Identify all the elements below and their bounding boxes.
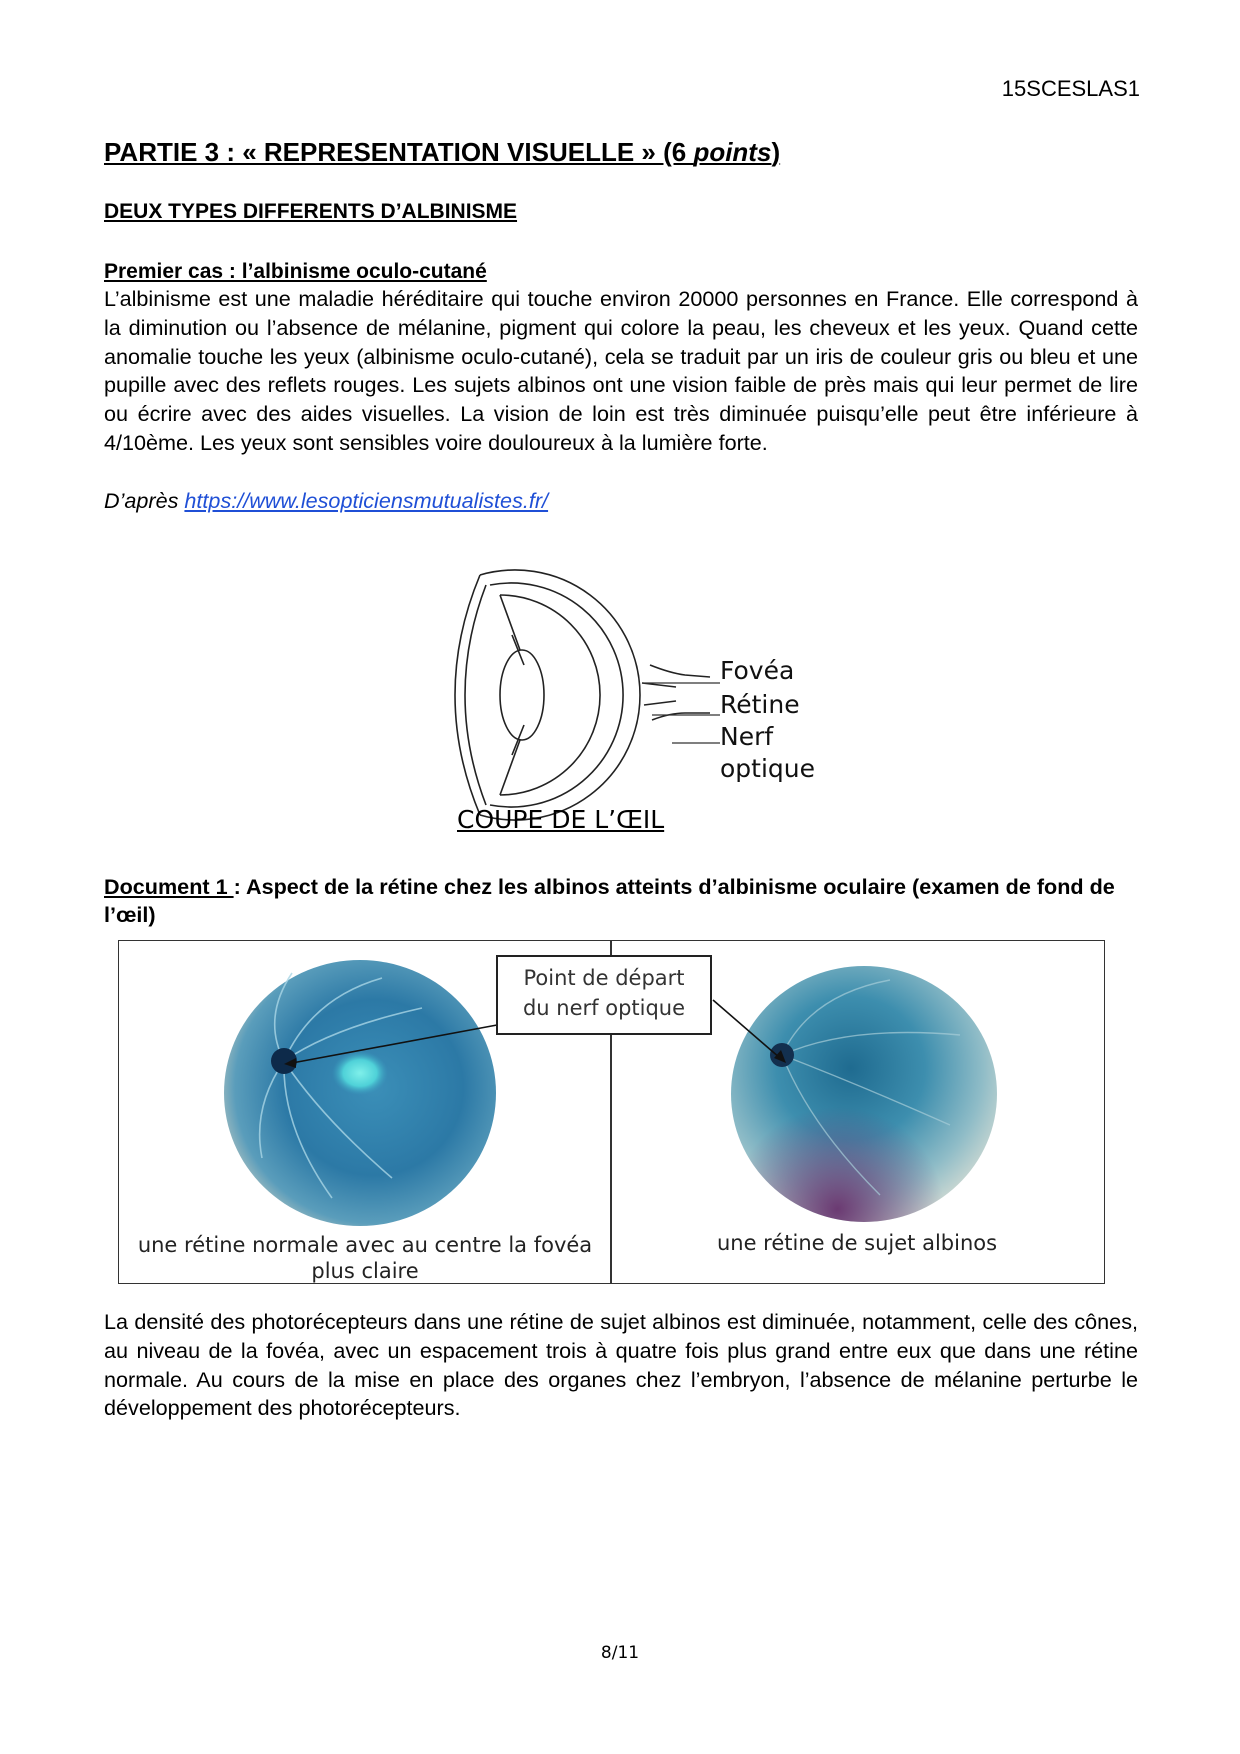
- part-title-points: points: [693, 137, 772, 167]
- label-optique: optique: [720, 754, 816, 783]
- part-title-close: ): [771, 137, 781, 167]
- label-nerf: Nerf: [720, 722, 774, 751]
- callout-line-2: du nerf optique: [522, 996, 686, 1020]
- source-link[interactable]: https://www.lesopticiensmutualistes.fr/: [184, 488, 549, 513]
- document1-label: Document 1: [104, 874, 234, 899]
- section-title: DEUX TYPES DIFFERENTS D’ALBINISME: [104, 200, 518, 223]
- intro-paragraph: L’albinisme est une maladie héréditaire qui touche environ 20000 personnes en France. Elle correspond à la diminution ou l’absence de mélanine, pigment qui colore la peau, les cheveux et les yeux. Quand cette anomalie touche les yeux (albinisme oculo-cutané), cela se traduit par un iris de couleur gris ou bleu et une pupille avec des reflets rouges. Les sujets albinos ont une vision faible de près mais qui leur permet de lire ou écrire avec des aides visuelles. La vision de loin est très diminuée puisqu’elle peut être inférieure à 4/10ème. Les yeux sont sensibles voire douloureux à la lumière forte.: [104, 286, 1138, 455]
- normal-retina-caption: [120, 1232, 610, 1284]
- conclusion-paragraph: La densité des photorécepteurs dans une rétine de sujet albinos est diminuée, notamment, celle des cônes, au niveau de la fovéa, avec un espacement trois à quatre fois plus grand entre eux que dans une rétine normale. Au cours de la mise en place des organes chez l’embryon, l’absence de mélanine perturbe le développement des photorécepteurs.: [104, 1309, 1138, 1421]
- eye-diagram-caption: COUPE DE L’ŒIL: [457, 805, 665, 834]
- normal-caption-line-2: plus claire: [311, 1259, 419, 1283]
- page-number: 8/11: [600, 1643, 640, 1663]
- part-title-text: PARTIE 3 : « REPRESENTATION VISUELLE » (6: [104, 137, 694, 167]
- callout-line-1: Point de départ: [523, 966, 685, 990]
- albino-retina-caption: une rétine de sujet albinos: [716, 1231, 998, 1255]
- document1-heading: : Aspect de la rétine chez les albinos atteints d’albinisme oculaire (examen de fond de l’œil): [104, 874, 1115, 927]
- label-retine: Rétine: [720, 690, 800, 719]
- label-fovea: Fovéa: [720, 656, 795, 685]
- optic-nerve-callout: [496, 955, 712, 1035]
- source-prefix: D’après: [104, 488, 185, 513]
- case-title: Premier cas : l’albinisme oculo-cutané: [104, 260, 487, 283]
- document-code: 15SCESLAS1: [1001, 76, 1140, 101]
- normal-caption-line-1: une rétine normale avec au centre la fovéa: [137, 1233, 593, 1257]
